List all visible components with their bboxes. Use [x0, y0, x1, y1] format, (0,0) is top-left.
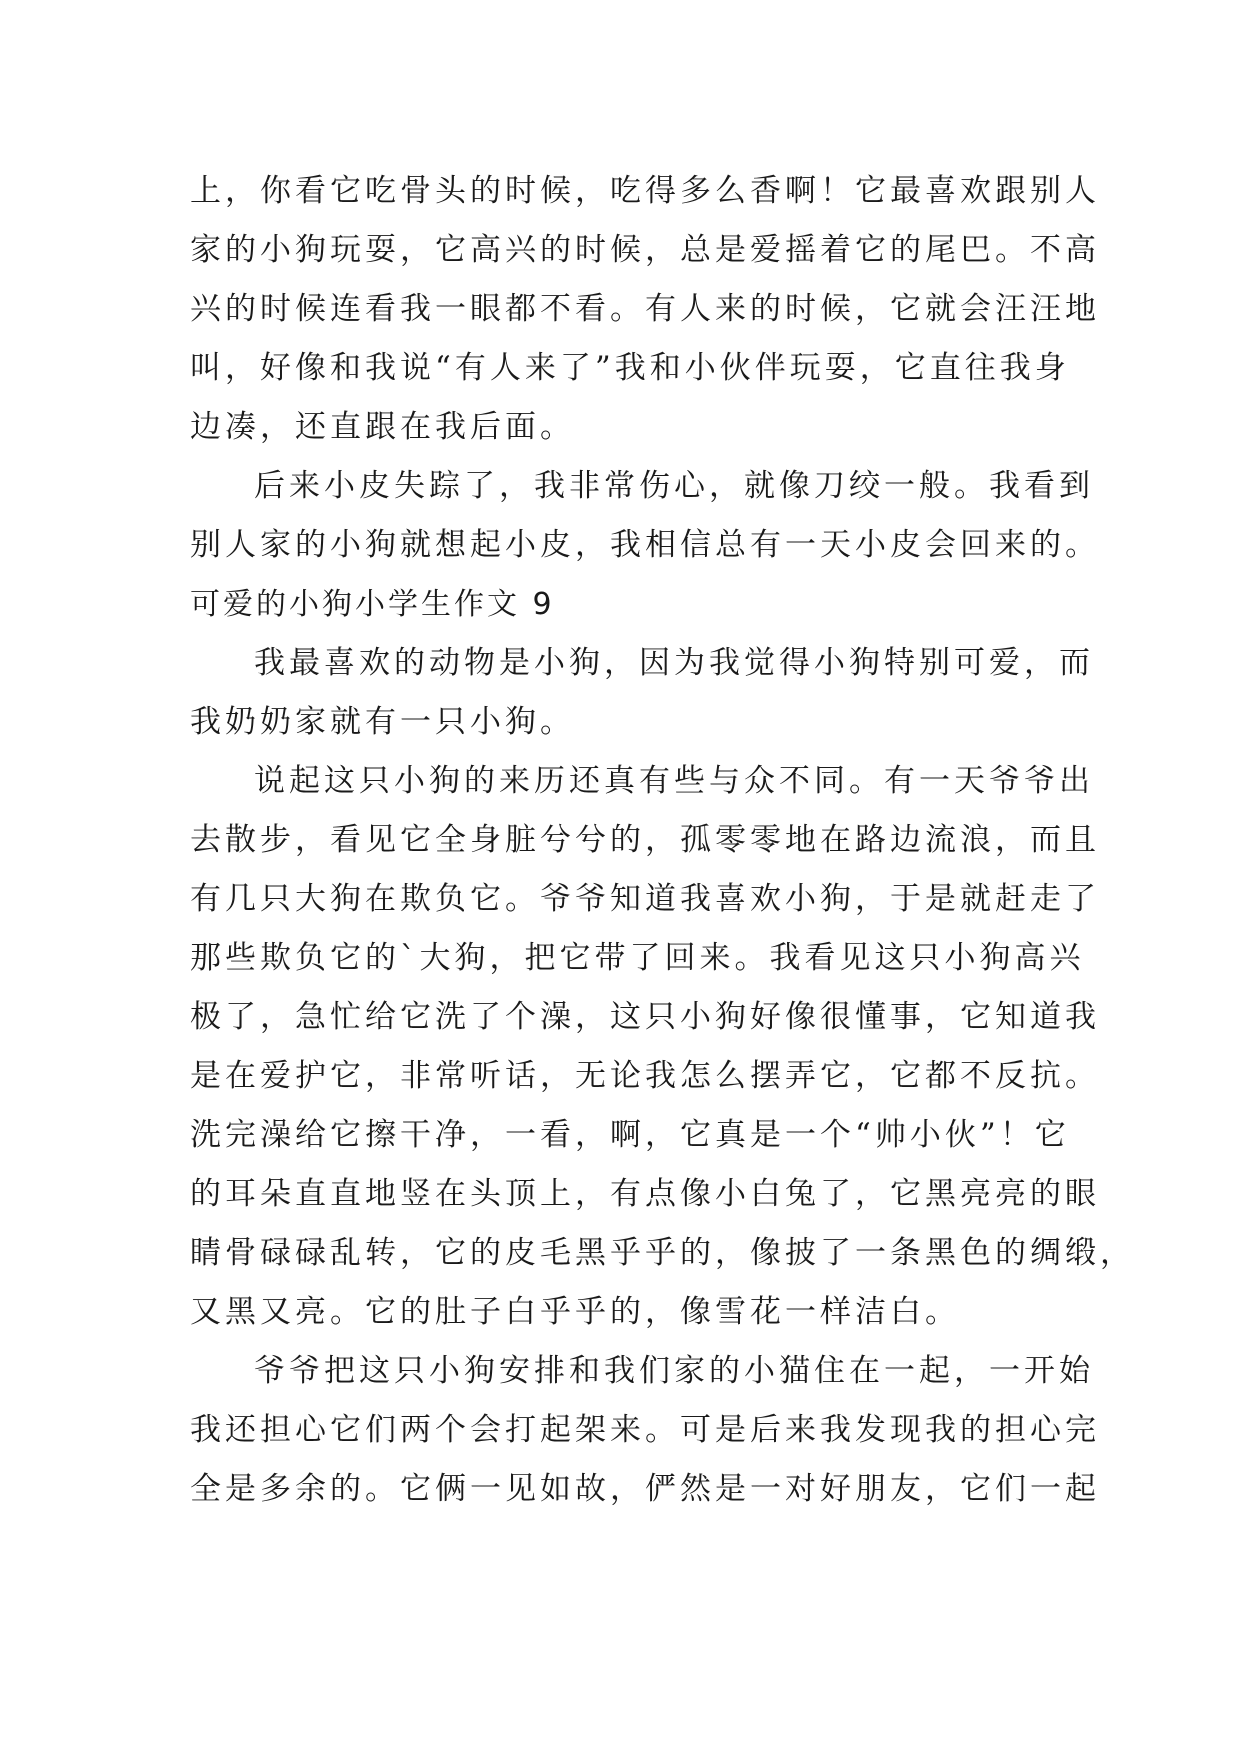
- text-line: 我最喜欢的动物是小狗，因为我觉得小狗特别可爱，而: [254, 645, 1094, 681]
- text-line: 是在爱护它，非常听话，无论我怎么摆弄它，它都不反抗。: [190, 1058, 1100, 1094]
- text-line: 极了，急忙给它洗了个澡，这只小狗好像很懂事，它知道我: [190, 999, 1100, 1035]
- text-line: 家的小狗玩耍，它高兴的时候，总是爱摇着它的尾巴。不高: [190, 232, 1100, 268]
- paragraph: [190, 752, 1135, 1342]
- paragraph: [190, 457, 1100, 575]
- text-line: 边凑，还直跟在我后面。: [190, 409, 575, 445]
- text-line: 有几只大狗在欺负它。爷爷知道我喜欢小狗，于是就赶走了: [190, 881, 1100, 917]
- text-line: 上，你看它吃骨头的时候，吃得多么香啊！它最喜欢跟别人: [190, 173, 1100, 209]
- text-line: 全是多余的。它俩一见如故，俨然是一对好朋友，它们一起: [190, 1471, 1100, 1507]
- paragraph: [190, 162, 1100, 457]
- text-line: 后来小皮失踪了，我非常伤心，就像刀绞一般。我看到: [254, 468, 1094, 504]
- text-line: 兴的时候连看我一眼都不看。有人来的时候，它就会汪汪地: [190, 291, 1100, 327]
- text-line: 去散步，看见它全身脏兮兮的，孤零零地在路边流浪，而且: [190, 822, 1100, 858]
- text-line: 爷爷把这只小狗安排和我们家的小猫住在一起，一开始: [254, 1353, 1094, 1389]
- text-line: 我还担心它们两个会打起架来。可是后来我发现我的担心完: [190, 1412, 1100, 1448]
- text-line: 洗完澡给它擦干净，一看，啊，它真是一个“帅小伙”！它: [190, 1117, 1070, 1153]
- text-line: 叫，好像和我说“有人来了”我和小伙伴玩耍，它直往我身: [190, 350, 1070, 386]
- section-heading: [190, 575, 1070, 634]
- document-body: [190, 162, 1135, 1519]
- text-line: 又黑又亮。它的肚子白乎乎的，像雪花一样洁白。: [190, 1294, 960, 1330]
- text-line: 说起这只小狗的来历还真有些与众不同。有一天爷爷出: [254, 763, 1094, 799]
- text-line: 我奶奶家就有一只小狗。: [190, 704, 575, 740]
- text-line: 别人家的小狗就想起小皮，我相信总有一天小皮会回来的。: [190, 527, 1100, 563]
- text-line: 睛骨碌碌乱转，它的皮毛黑乎乎的，像披了一条黑色的绸缎，: [190, 1235, 1135, 1271]
- paragraph: [190, 1342, 1100, 1519]
- text-line: 那些欺负它的`大狗，把它带了回来。我看见这只小狗高兴: [190, 940, 1085, 976]
- heading-text: 可爱的小狗小学生作文 9: [190, 587, 555, 622]
- text-line: 的耳朵直直地竖在头顶上，有点像小白兔了，它黑亮亮的眼: [190, 1176, 1100, 1212]
- paragraph: [190, 634, 1094, 752]
